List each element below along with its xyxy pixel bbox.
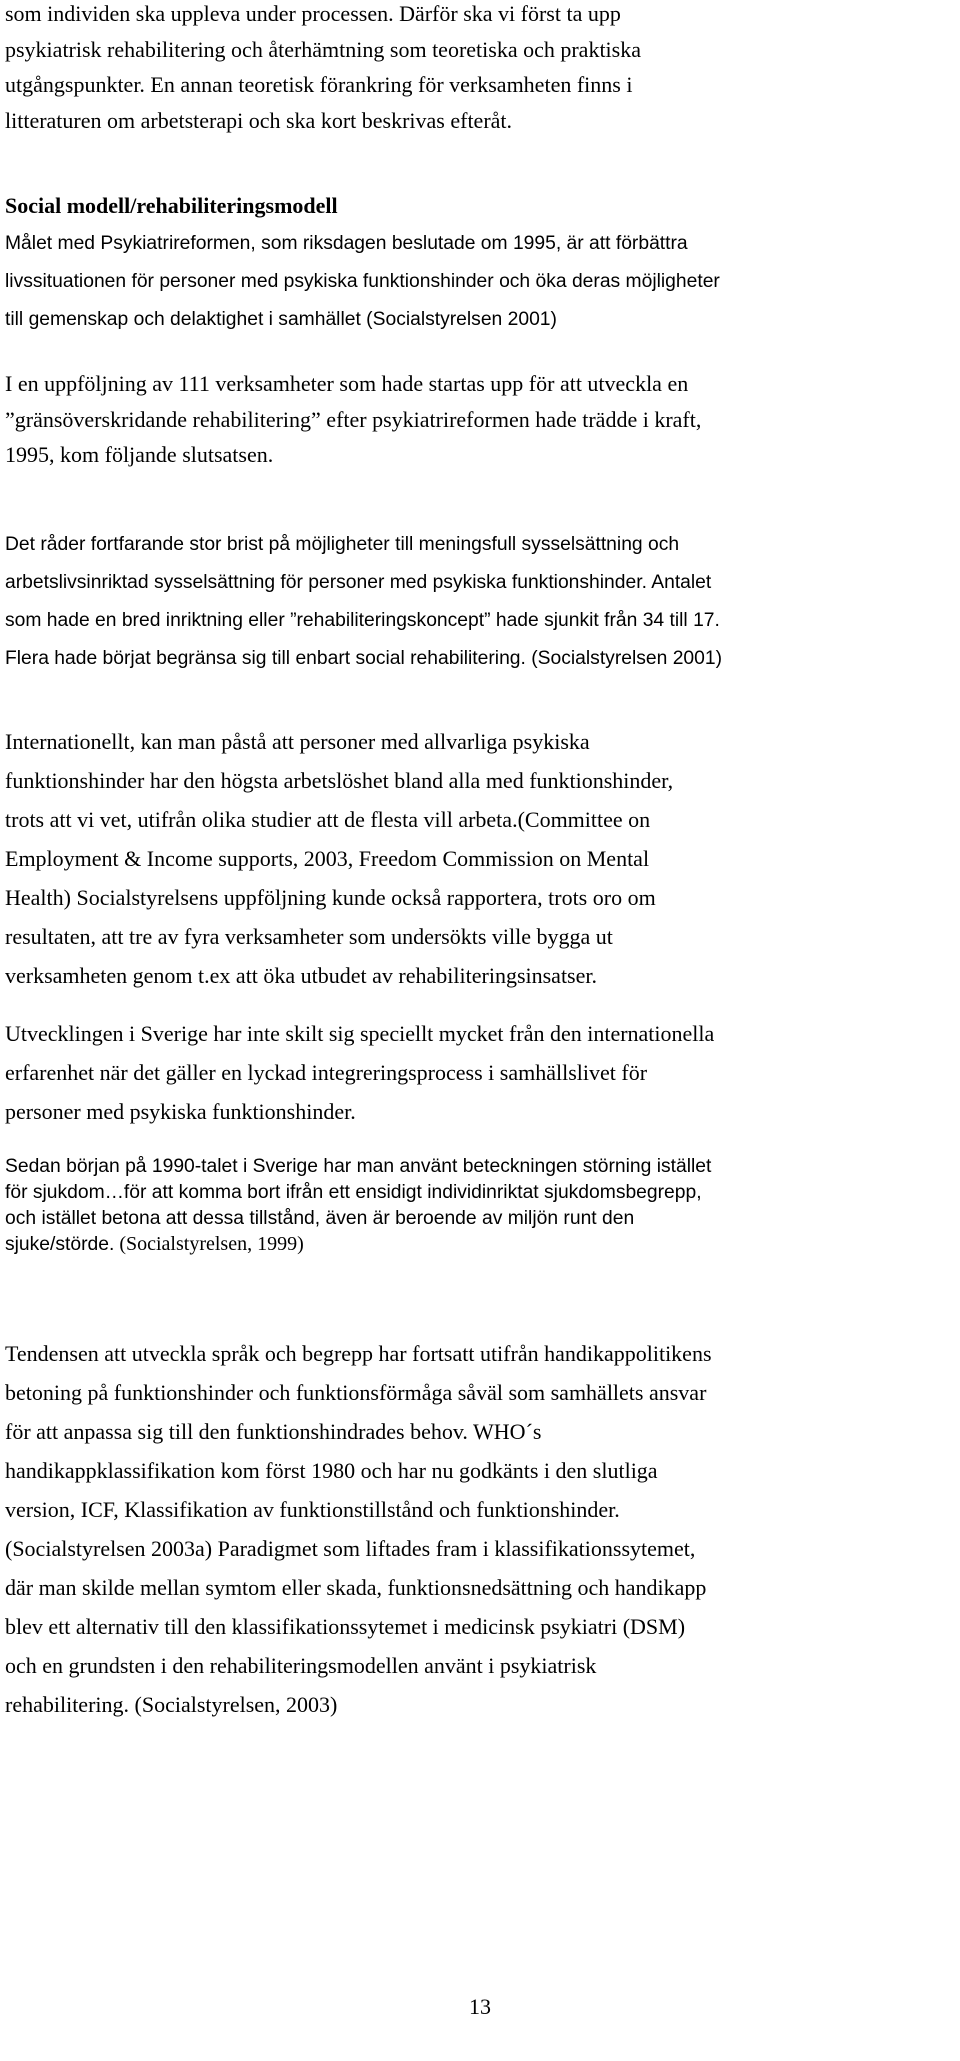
paragraph-tendency: Tendensen att utveckla språk och begrepp har fortsatt utifrån handikappolitikens betoning på funktionshinder och funktionsförmåga såväl som samhällets ansvar för att anpassa sig till den funktionshindrades behov. WHO´s handikappklassifikation kom först 1980 och har nu godkänts i den slutliga version, ICF, Klassifikation av funktionstillstånd och funktionshinder. (Socialstyrelsen 2003a) Paradigmet som liftades fram i klassifikationssytemet, där man skilde mellan symtom eller skada, funktionsnedsättning och handikapp blev ett alternativ till den klassifikationssytemet i medicinsk psykiatri (DSM) och en grundsten i den rehabiliteringsmodellen använt i psykiatrisk rehabilitering. (Socialstyrelsen, 2003) — [5, 1341, 712, 1717]
section-heading: Social modell/rehabiliteringsmodell — [5, 193, 338, 218]
paragraph-followup: I en uppföljning av 111 verksamheter som hade startas upp för att utveckla en ”gränsöverskridande rehabilitering” efter psykiatrireformen hade trädde i kraft, 1995, kom följande slutsatsen. — [5, 371, 702, 467]
paragraph-terminology-text: Sedan början på 1990-talet i Sverige har man använt beteckningen störning istället för sjukdom…för att komma bort ifrån ett ensidigt individinriktat sjukdomsbegrepp, och istället betona att dessa tillstånd, även är beroende av miljön runt den sjuke/störde. — [5, 1156, 712, 1255]
paragraph-terminology-ref: (Socialstyrelsen, 1999) — [114, 1233, 304, 1255]
paragraph-goal: Målet med Psykiatrireformen, som riksdagen beslutade om 1995, är att förbättra livssituationen för personer med psykiska funktionshinder och öka deras möjligheter till gemenskap och delaktighet i samhället (Socialstyrelsen 2001) — [5, 233, 720, 330]
paragraph-sweden: Utvecklingen i Sverige har inte skilt sig speciellt mycket från den internationella erfarenhet när det gäller en lyckad integreringsprocess i samhällslivet för personer med psykiska funktionshinder. — [5, 1021, 715, 1124]
paragraph-terminology — [5, 1154, 711, 1258]
page-number: 13 — [469, 1994, 491, 2019]
paragraph-international: Internationellt, kan man påstå att personer med allvarliga psykiska funktionshinder har den högsta arbetslöshet bland alla med funktionshinder, trots att vi vet, utifrån olika studier att de flesta vill arbeta.(Committee on Employment & Income supports, 2003, Freedom Commission on Mental Health) Socialstyrelsens uppföljning kunde också rapportera, trots oro om resultaten, att tre av fyra verksamheter som undersökts ville bygga ut verksamheten genom t.ex att öka utbudet av rehabiliteringsinsatser. — [5, 729, 674, 988]
paragraph-conclusion-quote: Det råder fortfarande stor brist på möjligheter till meningsfull sysselsättning och arbetslivsinriktad sysselsättning för personer med psykiska funktionshinder. Antalet som hade en bred inriktning eller ”rehabiliteringskoncept” hade sjunkit från 34 till 17. Flera hade börjat begränsa sig till enbart social rehabilitering. (Socialstyrelsen 2001) — [5, 534, 723, 669]
intro-paragraph: som individen ska uppleva under processen. Därför ska vi först ta upp psykiatrisk rehabilitering och återhämtning som teoretiska och praktiska utgångspunkter. En annan teoretisk förankring för verksamheten finns i litteraturen om arbetsterapi och ska kort beskrivas efteråt. — [5, 1, 641, 133]
